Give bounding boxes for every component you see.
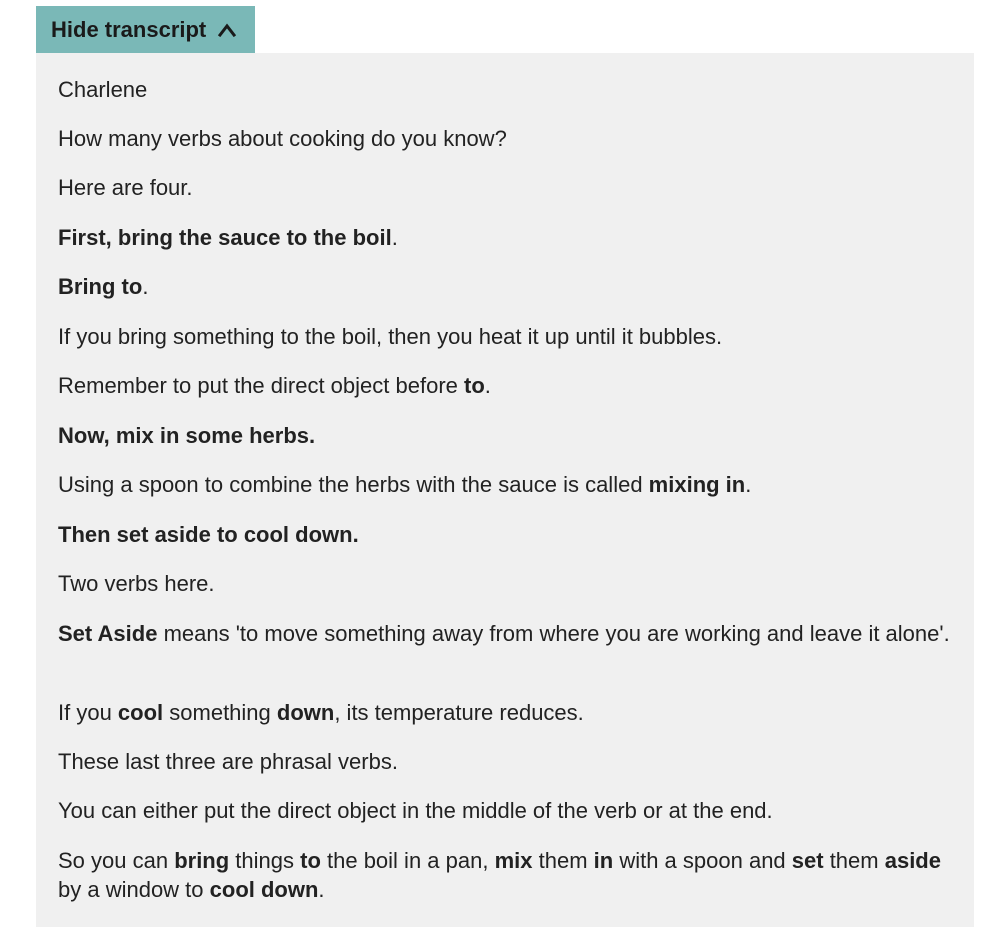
bold-segment: mixing in [648, 472, 746, 497]
text-segment: the boil in a pan, [320, 848, 495, 873]
bold-segment: mix [494, 848, 533, 873]
transcript-line [58, 470, 958, 499]
transcript-line [58, 322, 958, 351]
hide-transcript-label: Hide transcript [51, 16, 207, 42]
transcript-line [58, 173, 958, 202]
transcript-line [58, 846, 958, 904]
bold-segment: to [464, 373, 485, 398]
transcript-line [58, 796, 958, 825]
transcript-line [58, 747, 958, 776]
text-segment: You can either put the direct object in the middle of the verb or at the end. [58, 798, 773, 823]
transcript-line [58, 223, 958, 252]
transcript-line [58, 75, 958, 104]
text-segment: , its temperature reduces. [334, 700, 584, 725]
text-segment: means 'to move something away from where you are working and leave it alone'. [157, 621, 950, 646]
bold-segment: to [300, 848, 321, 873]
text-segment: Here are four. [58, 175, 193, 200]
transcript-line [58, 520, 958, 549]
text-segment: by a window to [58, 877, 210, 902]
text-segment: them [532, 848, 594, 873]
bold-segment: First, bring the sauce to the boil [58, 225, 392, 250]
transcript-line [58, 124, 958, 153]
text-segment: . [318, 877, 325, 902]
text-segment: These last three are phrasal verbs. [58, 749, 398, 774]
bold-segment: bring [174, 848, 230, 873]
bold-segment: Set Aside [58, 621, 158, 646]
bold-segment: Bring to [58, 274, 143, 299]
hide-transcript-button[interactable] [36, 6, 255, 53]
text-segment: So you can [58, 848, 175, 873]
text-segment: How many verbs about cooking do you know? [58, 126, 507, 151]
transcript-line [58, 619, 958, 648]
transcript-line [58, 569, 958, 598]
transcript-line [58, 272, 958, 301]
chevron-up-icon [218, 23, 236, 37]
text-segment: something [163, 700, 277, 725]
text-segment: . [142, 274, 149, 299]
bold-segment: Then set aside to cool down. [58, 522, 359, 547]
transcript-line [58, 698, 958, 727]
bold-segment: down [276, 700, 335, 725]
text-segment: . [484, 373, 491, 398]
text-segment: them [823, 848, 885, 873]
text-segment: Remember to put the direct object before [58, 373, 464, 398]
bold-segment: set [791, 848, 824, 873]
text-segment: Charlene [58, 77, 148, 102]
bold-segment: Now, mix in some herbs. [58, 423, 316, 448]
text-segment: . [745, 472, 752, 497]
text-segment: with a spoon and [613, 848, 792, 873]
text-segment: Using a spoon to combine the herbs with the sauce is called [58, 472, 649, 497]
text-segment: . [391, 225, 398, 250]
text-segment: If you [58, 700, 118, 725]
bold-segment: cool down [209, 877, 319, 902]
text-segment: If you bring something to the boil, then you heat it up until it bubbles. [58, 324, 723, 349]
bold-segment: cool [117, 700, 164, 725]
bold-segment: in [593, 848, 614, 873]
transcript-line [58, 421, 958, 450]
transcript-line [58, 371, 958, 400]
bold-segment: aside [884, 848, 941, 873]
transcript-panel [36, 53, 974, 927]
text-segment: things [229, 848, 301, 873]
text-segment: Two verbs here. [58, 571, 215, 596]
